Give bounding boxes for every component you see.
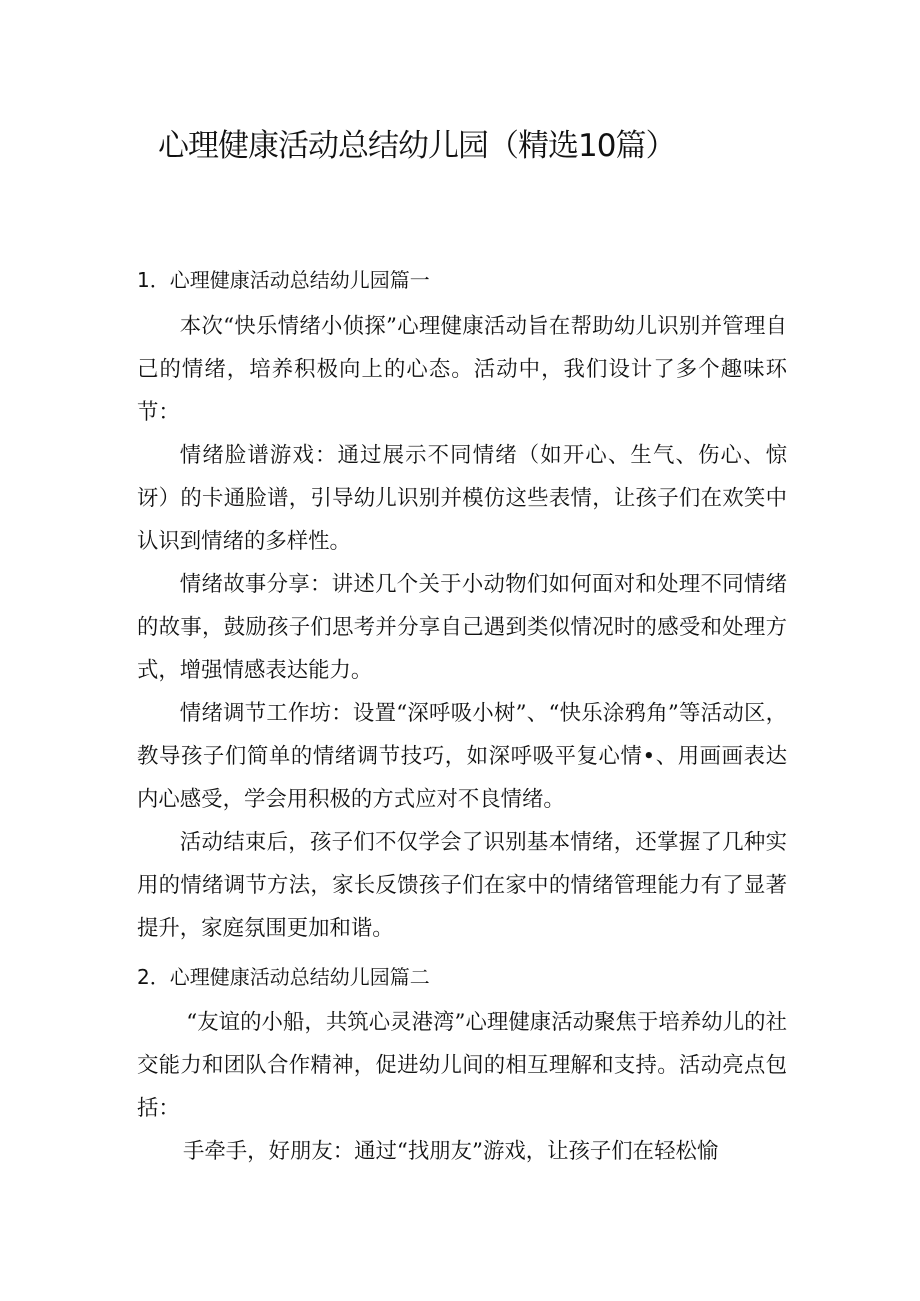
section-1-paragraph-4: 情绪调节工作坊：设置“深呼吸小树”、“快乐涂鸦角”等活动区，教导孩子们简单的情绪调节技巧，如深呼吸平复心情•、用画画表达内心感受，学会用积极的方式应对不良情绪。 bbox=[137, 701, 787, 812]
section-2-paragraph-2: 手牵手，好朋友：通过“找朋友”游戏，让孩子们在轻松愉 bbox=[183, 1139, 719, 1164]
section-heading-1: 1．心理健康活动总结幼儿园篇一 bbox=[137, 268, 430, 292]
document-title: 心理健康活动总结幼儿园（精选10篇） bbox=[158, 128, 676, 164]
section-1-paragraph-3: 情绪故事分享：讲述几个关于小动物们如何面对和处理不同情绪的故事，鼓励孩子们思考并分享自己遇到类似情况时的感受和处理方式，增强情感表达能力。 bbox=[137, 572, 787, 683]
section-2-paragraph-1: “友谊的小船，共筑心灵港湾”心理健康活动聚焦于培养幼儿的社交能力和团队合作精神，促进幼儿间的相互理解和支持。活动亮点包括： bbox=[137, 1010, 787, 1121]
section-1-paragraph-5: 活动结束后，孩子们不仅学会了识别基本情绪，还掌握了几种实用的情绪调节方法，家长反馈孩子们在家中的情绪管理能力有了显著提升，家庭氛围更加和谐。 bbox=[137, 830, 787, 941]
section-1-paragraph-1: 本次“快乐情绪小侦探”心理健康活动旨在帮助幼儿识别并管理自己的情绪，培养积极向上的心态。活动中，我们设计了多个趣味环节： bbox=[137, 314, 787, 425]
section-heading-2: 2．心理健康活动总结幼儿园篇二 bbox=[137, 965, 430, 989]
section-1-paragraph-2: 情绪脸谱游戏：通过展示不同情绪（如开心、生气、伤心、惊讶）的卡通脸谱，引导幼儿识别并模仿这些表情，让孩子们在欢笑中认识到情绪的多样性。 bbox=[137, 443, 787, 554]
